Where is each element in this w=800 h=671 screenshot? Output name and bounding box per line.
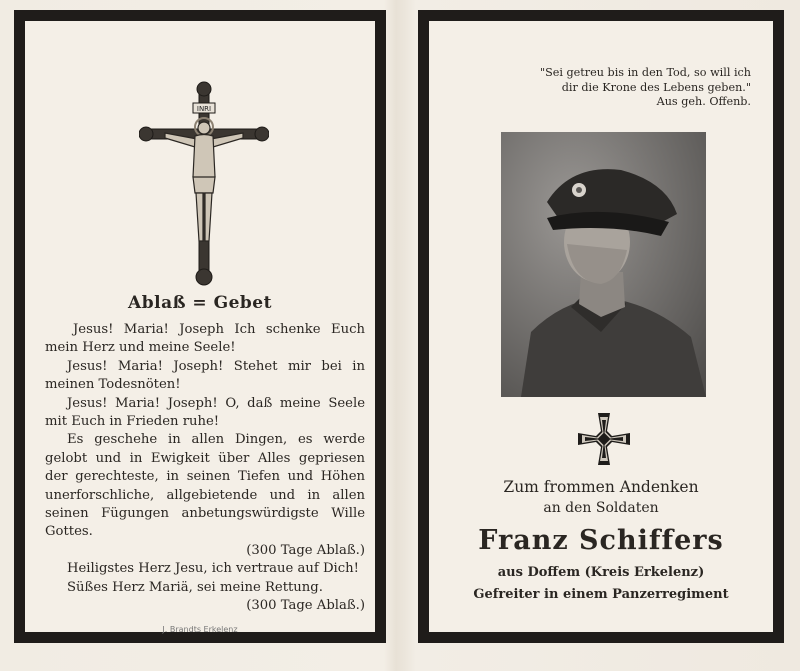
prayer-paragraph: Jesus! Maria! Joseph Ich schenke Euch mein Herz und meine Seele! <box>45 322 365 356</box>
prayer-paragraph: Jesus! Maria! Joseph! O, daß meine Seele mit Euch in Frieden ruhe! <box>45 395 365 430</box>
closing-line: Heiligstes Herz Jesu, ich vertraue auf Dich! <box>67 561 359 577</box>
prayer-paragraph: Jesus! Maria! Joseph! Stehet mir bei in meinen Todesnöten! <box>45 358 365 393</box>
prayer-title: Ablaß = Gebet <box>128 293 272 313</box>
quote-source: Aus geh. Offenb. <box>656 95 751 109</box>
memorial-line: Zum frommen Andenken <box>503 478 699 496</box>
memorial-card-panel <box>418 10 784 643</box>
indulgence-note: (300 Tage Ablaß.) <box>246 598 365 614</box>
prayer-card-panel <box>14 10 386 643</box>
crucifix-icon <box>139 81 269 286</box>
quote-line: "Sei getreu bis in den Tod, so will ich <box>539 66 751 79</box>
prayer-paragraph: Es geschehe in allen Dingen, es werde gelobt und in Ewigkeit über Alles gepriesen der gerechteste, in seinen Tiefen und Höhen unerforschliche, allgebietende und in allen seinen Fügungen anbetungswürdigste Wille Gottes. <box>45 432 365 540</box>
indulgence-note: (300 Tage Ablaß.) <box>246 542 365 558</box>
soldier-name: Franz Schiffers <box>478 525 724 556</box>
soldier-origin: aus Doffem (Kreis Erkelenz) <box>497 565 705 580</box>
memorial-line: an den Soldaten <box>543 500 659 516</box>
memorial-inscription <box>429 477 773 607</box>
iron-cross-icon <box>576 411 632 467</box>
prayer-text <box>45 321 365 616</box>
closing-line: Süßes Herz Mariä, sei meine Rettung. <box>67 579 323 595</box>
soldier-rank: Gefreiter in einem Panzerregiment <box>473 587 729 602</box>
printer-imprint: J. Brandts Erkelenz <box>162 625 238 634</box>
quote-line: dir die Krone des Lebens geben." <box>561 80 751 94</box>
bible-quote <box>481 66 751 110</box>
soldier-portrait-photo <box>501 132 706 397</box>
inri-label: INRI <box>196 105 212 113</box>
